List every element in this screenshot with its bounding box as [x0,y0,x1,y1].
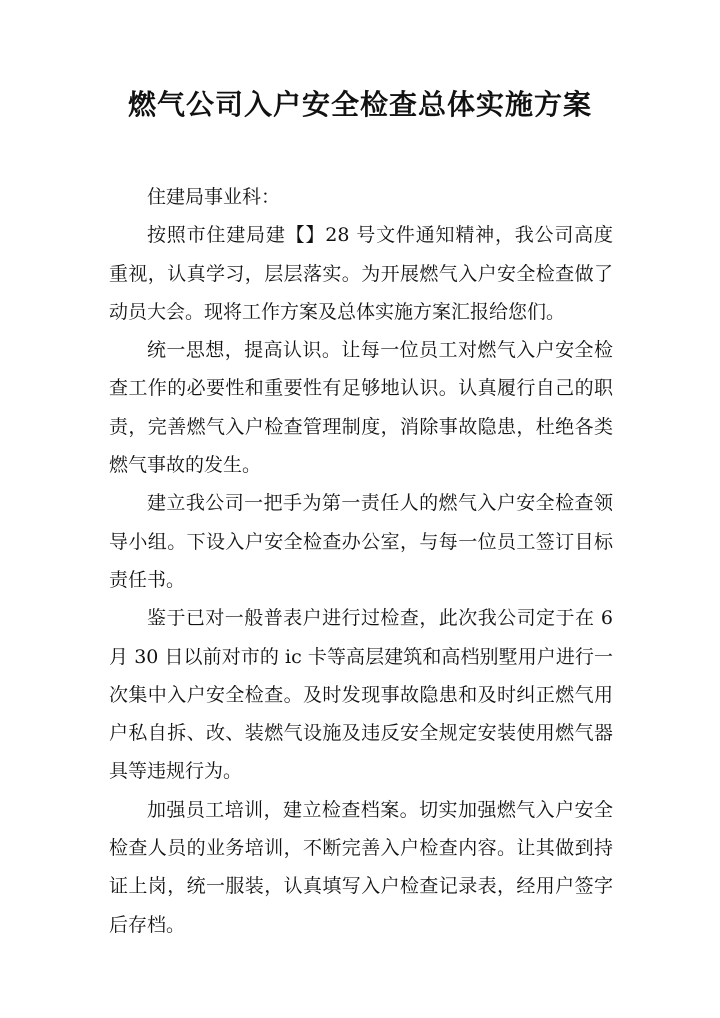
document-body [109,178,613,944]
paragraph: 统一思想，提高认识。让每一位员工对燃气入户安全检查工作的必要性和重要性有足够地认识。认真履行自己的职责，完善燃气入户检查管理制度，消除事故隐患，杜绝各类燃气事故的发生。 [109,339,613,477]
paragraph: 建立我公司一把手为第一责任人的燃气入户安全检查领导小组。下设入户安全检查办公室，与每一位员工签订目标责任书。 [109,492,613,591]
document-title: 燃气公司入户安全检查总体实施方案 [127,88,592,121]
paragraph: 按照市住建局建【】28 号文件通知精神，我公司高度重视，认真学习，层层落实。为开展燃气入户安全检查做了动员大会。现将工作方案及总体实施方案汇报给您们。 [109,224,613,323]
salutation: 住建局事业科： [147,186,281,208]
paragraph: 鉴于已对一般普表户进行过检查，此次我公司定于在 6 月 30 日以前对市的 ic 卡等高层建筑和高档别墅用户进行一次集中入户安全检查。及时发现事故隐患和及时纠正燃气用户私自拆、改、装燃气设施及违反安全规定安装使用燃气器具等违规行为。 [109,607,613,783]
paragraph: 加强员工培训，建立检查档案。切实加强燃气入户安全检查人员的业务培训，不断完善入户检查内容。让其做到持证上岗，统一服装，认真填写入户检查记录表，经用户签字后存档。 [109,798,613,936]
